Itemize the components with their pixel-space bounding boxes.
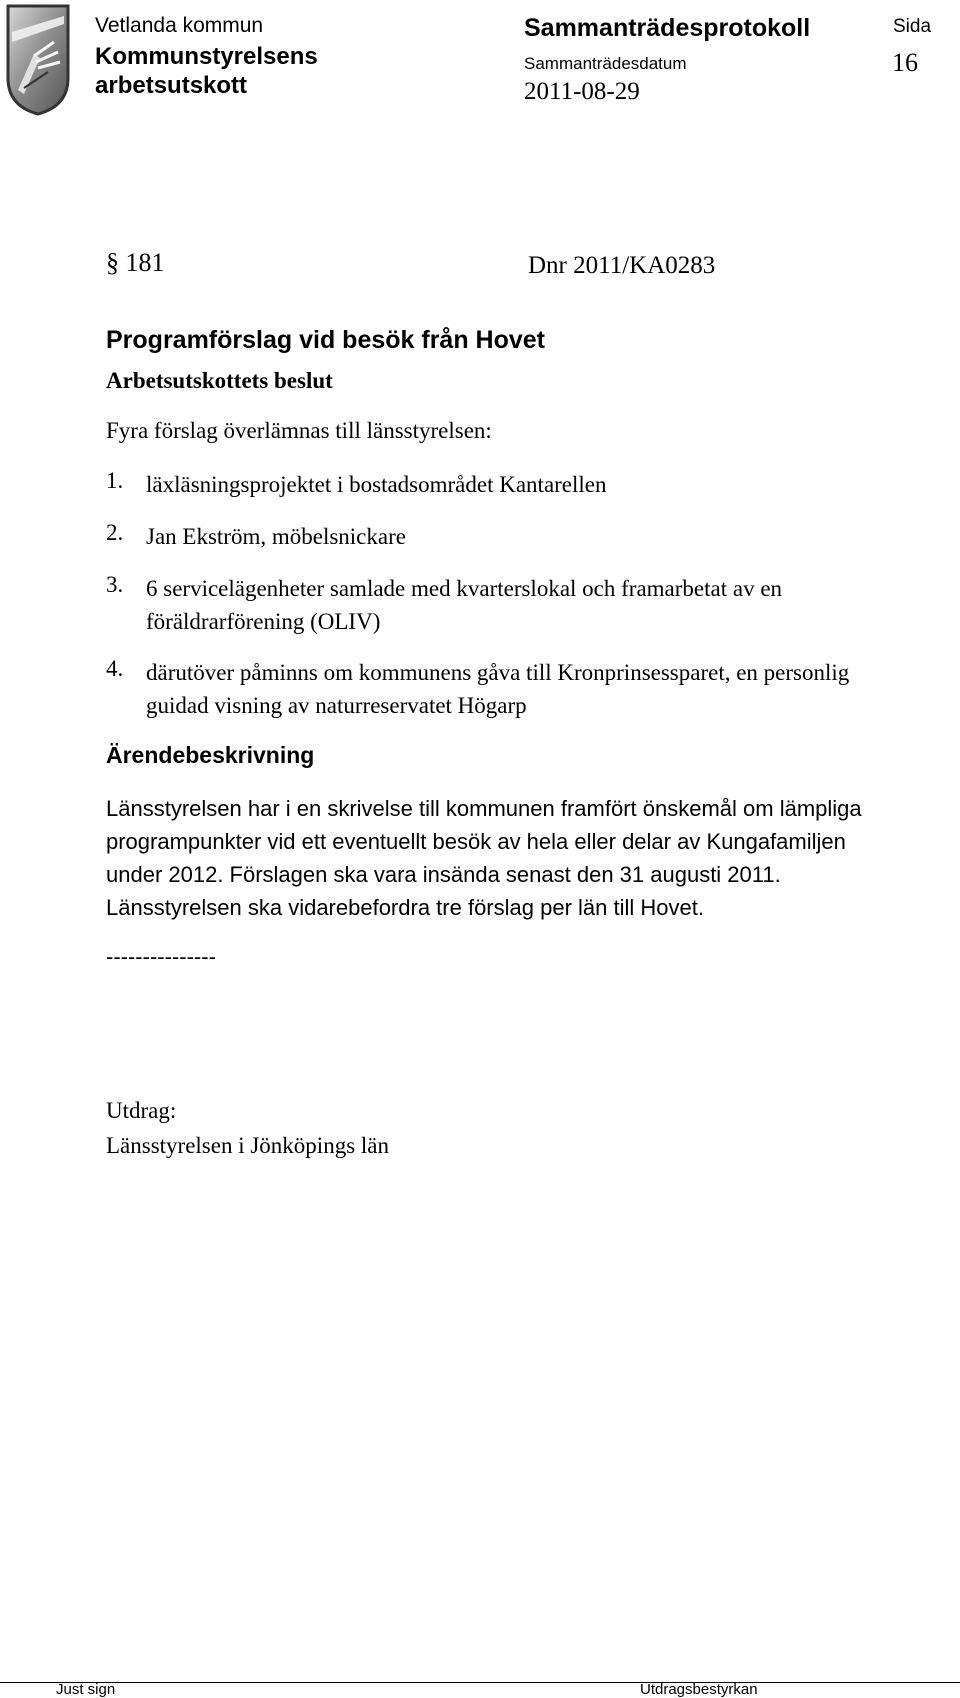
description-heading: Ärendebeskrivning [106,742,315,768]
footer-certification-label: Utdragsbestyrkan [640,1681,758,1698]
list-item-number: 1. [106,468,124,493]
municipality-coat-of-arms-icon [4,2,72,118]
footer-divider [0,1682,960,1683]
extract-label: Utdrag: [106,1098,177,1123]
committee-name-line1: Kommunstyrelsens [95,43,318,70]
committee-name-line2: arbetsutskott [95,72,248,99]
protocol-title: Sammanträdesprotokoll [524,14,811,42]
description-line: Länsstyrelsen ska vidarebefordra tre förslag per län till Hovet. [106,895,704,920]
case-title: Programförslag vid besök från Hovet [106,326,546,354]
section-separator: --------------- [106,944,216,969]
municipality-name: Vetlanda kommun [95,14,264,37]
meeting-date-label: Sammanträdesdatum [524,54,687,73]
list-item-number: 2. [106,520,124,545]
meeting-date: 2011-08-29 [524,78,640,105]
page-label: Sida [893,16,932,37]
list-item-text: därutöver påminns om kommunens gåva till Kronprinsessparet, en personlig guidad visning av naturreservatet Högarp [146,660,850,718]
list-item-number: 3. [106,572,124,597]
description-body [106,792,956,924]
paragraph-number: § 181 [106,248,165,277]
description-line: under 2012. Förslagen ska vara insända senast den 31 augusti 2011. [106,862,781,887]
extract-recipient: Länsstyrelsen i Jönköpings län [106,1133,389,1158]
list-item-text: 6 servicelägenheter samlade med kvarterslokal och framarbetat av en föräldrarförening (OLIV) [146,576,783,634]
case-number: Dnr 2011/KA0283 [528,252,716,279]
list-item-text: Jan Ekström, möbelsnickare [146,524,406,549]
description-line: Länsstyrelsen har i en skrivelse till kommunen framfört önskemål om lämpliga [106,796,862,821]
list-item-number: 4. [106,656,124,681]
page-number: 16 [892,48,918,77]
decision-heading: Arbetsutskottets beslut [106,368,333,393]
footer-signature-label: Just sign [56,1681,116,1698]
list-item-text: läxläsningsprojektet i bostadsområdet Kantarellen [146,472,607,497]
decision-intro: Fyra förslag överlämnas till länsstyrelsen: [106,418,492,443]
description-line: programpunkter vid ett eventuellt besök av hela eller delar av Kungafamiljen [106,829,846,854]
